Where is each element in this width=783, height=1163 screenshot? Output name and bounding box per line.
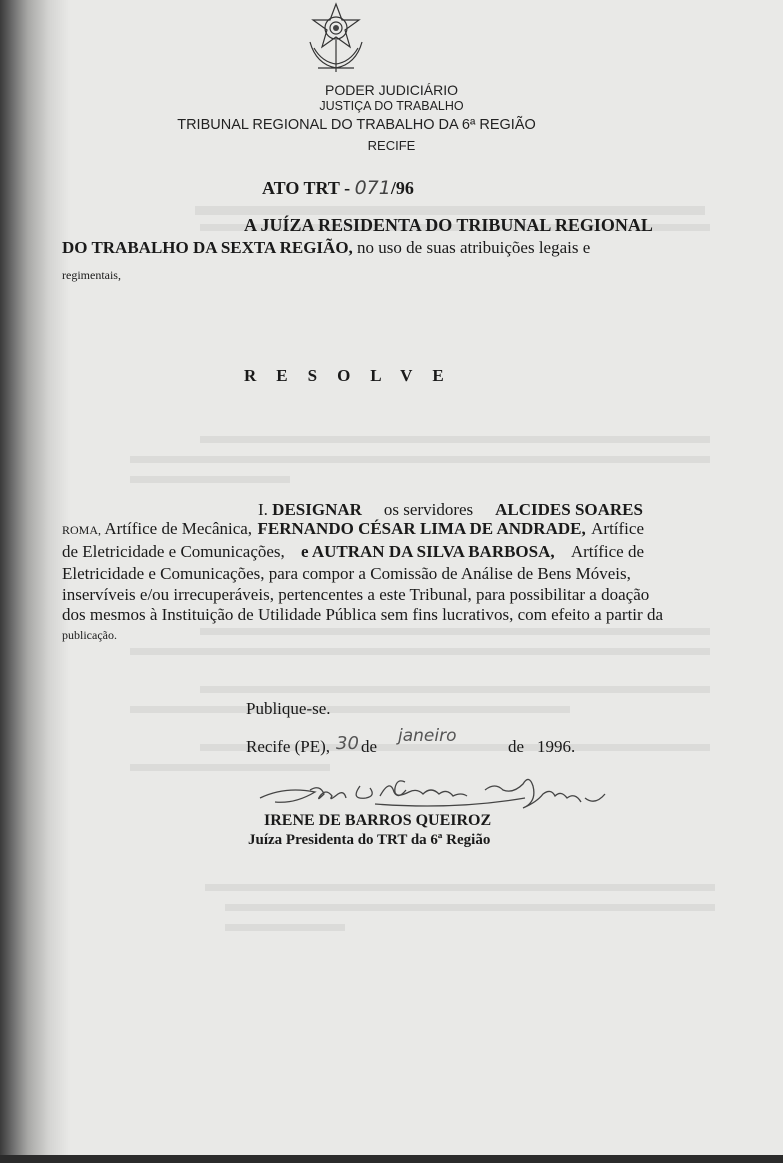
role-2a: Artífice <box>591 519 644 538</box>
date-de-2: de <box>508 737 525 756</box>
role-1: Artífice de Mecânica, <box>104 519 253 538</box>
designar-verb: DESIGNAR <box>272 500 362 519</box>
act-prefix: ATO TRT - <box>262 178 351 198</box>
body-line-4: Eletricidade e Comunicações, para compor a Comissão de Análise de Bens Móveis, <box>62 564 631 583</box>
act-year-suffix: /96 <box>390 178 414 198</box>
signatory-name: IRENE DE BARROS QUEIROZ <box>264 812 492 829</box>
header-poder-judiciario: PODER JUDICIÁRIO <box>324 82 458 98</box>
body-line-5: inservíveis e/ou irrecuperáveis, pertencentes a este Tribunal, para possibilitar a doação <box>62 585 650 604</box>
preamble-line-3: regimentais, <box>62 268 121 282</box>
role-2b: de Eletricidade e Comunicações, <box>62 542 285 561</box>
act-number-line <box>262 177 414 199</box>
date-place: Recife (PE), <box>246 737 331 756</box>
body-line-6: dos mesmos à Instituição de Utilidade Pública sem fins lucrativos, com efeito a partir da <box>62 605 663 624</box>
body-line-7: publicação. <box>62 628 117 642</box>
body-line-1 <box>258 500 643 520</box>
date-year: 1996. <box>537 737 576 756</box>
scan-bottom-edge <box>0 1155 783 1163</box>
publique-se: Publique-se. <box>246 699 331 718</box>
server-name-2: FERNANDO CÉSAR LIMA DE ANDRADE, <box>257 519 586 538</box>
header-justica-do-trabalho: JUSTIÇA DO TRABALHO <box>319 99 464 113</box>
body-line-2 <box>62 519 644 539</box>
preamble-line-1: A JUÍZA RESIDENTA DO TRIBUNAL REGIONAL <box>244 215 653 235</box>
brazil-coat-of-arms-emblem <box>302 2 370 74</box>
preamble-court-name: DO TRABALHO DA SEXTA REGIÃO, <box>62 238 353 257</box>
server-name-1a: ALCIDES SOARES <box>495 500 643 519</box>
header-tribunal-regional: TRIBUNAL REGIONAL DO TRABALHO DA 6ª REGIÃO <box>177 117 536 133</box>
date-line <box>246 737 330 757</box>
item-number: I. <box>258 500 268 519</box>
date-day-handwritten: 30 <box>336 733 359 754</box>
preamble-line-2 <box>62 238 590 258</box>
server-name-3: e AUTRAN DA SILVA BARBOSA, <box>300 542 555 561</box>
signatory-title: Juíza Presidenta do TRT da 6ª Região <box>248 832 491 848</box>
date-de-1: de <box>361 737 378 756</box>
body-line-3 <box>62 542 644 562</box>
servers-text: os servidores <box>383 500 474 519</box>
preamble-attributions: no uso de suas atribuições legais e <box>357 238 591 257</box>
role-3a: Artífice de <box>570 542 644 561</box>
resolve-heading: RESOLVE <box>244 366 464 385</box>
header-city: RECIFE <box>367 138 416 153</box>
server-name-1b: ROMA, <box>62 523 102 537</box>
handwritten-signature <box>255 768 625 818</box>
act-handwritten-number: 071 <box>354 177 391 199</box>
date-month-handwritten: janeiro <box>398 726 457 746</box>
